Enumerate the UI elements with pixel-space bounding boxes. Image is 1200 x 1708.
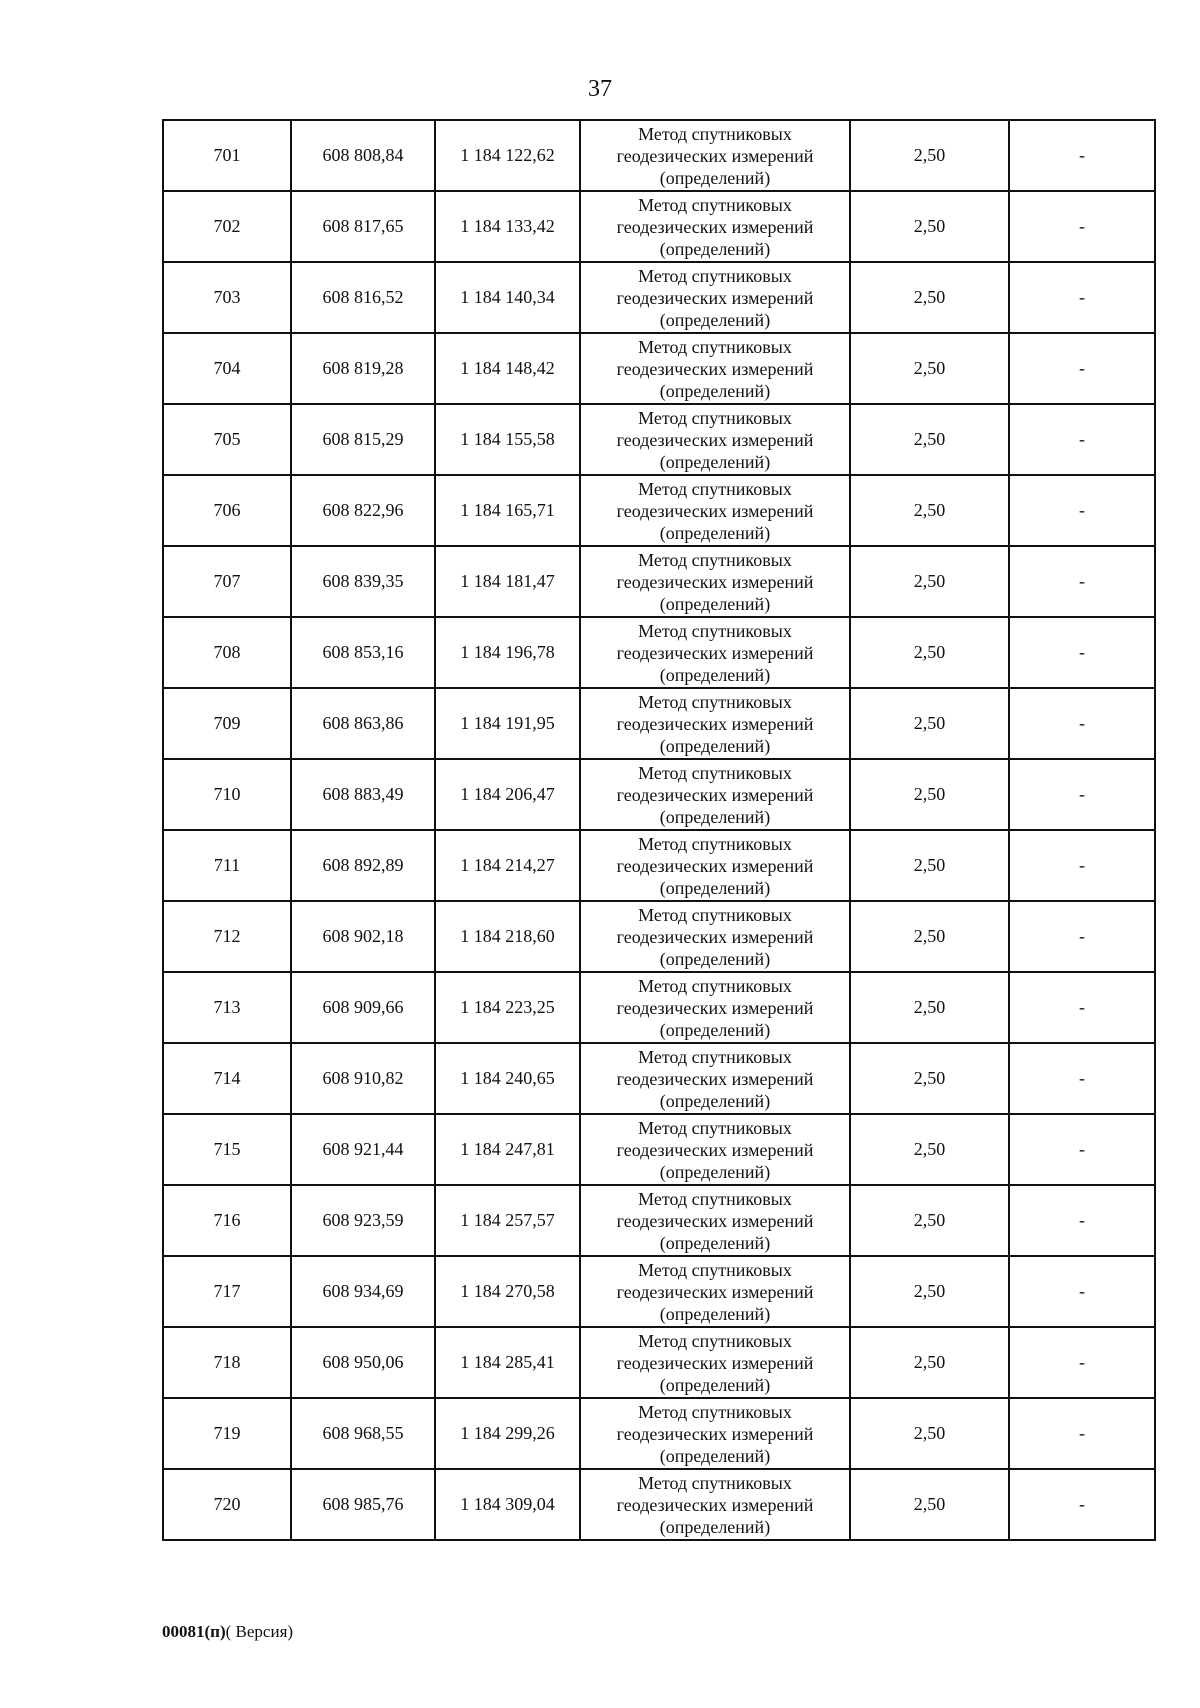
description-cell: - [1009,1398,1155,1469]
accuracy-cell: 2,50 [850,1398,1009,1469]
x-coordinate-cell: 608 853,16 [291,617,435,688]
method-line: геодезических измерений [616,1210,814,1231]
x-coordinate-cell: 608 892,89 [291,830,435,901]
method-cell [580,1256,850,1327]
x-coordinate-cell: 608 950,06 [291,1327,435,1398]
method-line: геодезических измерений [616,713,814,734]
method-line: геодезических измерений [616,500,814,521]
x-coordinate-cell: 608 883,49 [291,759,435,830]
method-line: (определений) [659,380,771,401]
point-number-cell: 719 [163,1398,291,1469]
accuracy-cell: 2,50 [850,688,1009,759]
y-coordinate-cell: 1 184 240,65 [435,1043,580,1114]
accuracy-cell: 2,50 [850,404,1009,475]
y-coordinate-cell: 1 184 133,42 [435,191,580,262]
table-row [163,617,1155,688]
description-cell: - [1009,617,1155,688]
y-coordinate-cell: 1 184 299,26 [435,1398,580,1469]
method-line: Метод спутниковых [638,833,792,854]
accuracy-cell: 2,50 [850,120,1009,191]
point-number-cell: 707 [163,546,291,617]
method-line: геодезических измерений [616,1139,814,1160]
description-cell: - [1009,333,1155,404]
accuracy-cell: 2,50 [850,759,1009,830]
accuracy-cell: 2,50 [850,333,1009,404]
method-line: Метод спутниковых [638,1046,792,1067]
description-cell: - [1009,688,1155,759]
point-number-cell: 704 [163,333,291,404]
y-coordinate-cell: 1 184 247,81 [435,1114,580,1185]
method-line: (определений) [659,1516,771,1537]
y-coordinate-cell: 1 184 206,47 [435,759,580,830]
method-cell [580,1469,850,1540]
method-line: Метод спутниковых [638,123,792,144]
method-line: геодезических измерений [616,1423,814,1444]
method-line: (определений) [659,238,771,259]
table-row [163,759,1155,830]
method-line: (определений) [659,1161,771,1182]
point-number-cell: 711 [163,830,291,901]
y-coordinate-cell: 1 184 155,58 [435,404,580,475]
description-cell: - [1009,262,1155,333]
table-row [163,333,1155,404]
method-cell [580,191,850,262]
point-number-cell: 703 [163,262,291,333]
method-line: Метод спутниковых [638,1117,792,1138]
x-coordinate-cell: 608 902,18 [291,901,435,972]
method-line: (определений) [659,1090,771,1111]
method-line: геодезических измерений [616,1494,814,1515]
method-line: (определений) [659,948,771,969]
method-line: Метод спутниковых [638,1330,792,1351]
method-line: геодезических измерений [616,1068,814,1089]
method-line: (определений) [659,1374,771,1395]
table-row [163,191,1155,262]
point-number-cell: 709 [163,688,291,759]
method-line: Метод спутниковых [638,620,792,641]
method-cell [580,333,850,404]
method-cell [580,688,850,759]
description-cell: - [1009,191,1155,262]
accuracy-cell: 2,50 [850,1114,1009,1185]
accuracy-cell: 2,50 [850,617,1009,688]
method-line: (определений) [659,806,771,827]
method-line: Метод спутниковых [638,265,792,286]
method-cell [580,972,850,1043]
description-cell: - [1009,972,1155,1043]
x-coordinate-cell: 608 985,76 [291,1469,435,1540]
table-row [163,1043,1155,1114]
point-number-cell: 701 [163,120,291,191]
point-number-cell: 702 [163,191,291,262]
method-line: Метод спутниковых [638,1472,792,1493]
y-coordinate-cell: 1 184 270,58 [435,1256,580,1327]
method-line: (определений) [659,1303,771,1324]
point-number-cell: 714 [163,1043,291,1114]
method-line: (определений) [659,1232,771,1253]
x-coordinate-cell: 608 808,84 [291,120,435,191]
x-coordinate-cell: 608 819,28 [291,333,435,404]
accuracy-cell: 2,50 [850,830,1009,901]
method-cell [580,1043,850,1114]
document-code [162,1621,293,1643]
description-cell: - [1009,759,1155,830]
method-line: Метод спутниковых [638,407,792,428]
description-cell: - [1009,1469,1155,1540]
method-line: (определений) [659,664,771,685]
accuracy-cell: 2,50 [850,1185,1009,1256]
description-cell: - [1009,120,1155,191]
y-coordinate-cell: 1 184 191,95 [435,688,580,759]
y-coordinate-cell: 1 184 285,41 [435,1327,580,1398]
y-coordinate-cell: 1 184 140,34 [435,262,580,333]
x-coordinate-cell: 608 923,59 [291,1185,435,1256]
method-line: (определений) [659,877,771,898]
method-line: Метод спутниковых [638,194,792,215]
table-row [163,262,1155,333]
method-line: геодезических измерений [616,287,814,308]
table-row [163,475,1155,546]
method-line: Метод спутниковых [638,1188,792,1209]
document-code-version: ( Версия) [225,1622,294,1641]
method-cell [580,262,850,333]
method-line: Метод спутниковых [638,762,792,783]
table-row [163,120,1155,191]
method-line: геодезических измерений [616,926,814,947]
table-row [163,688,1155,759]
x-coordinate-cell: 608 909,66 [291,972,435,1043]
accuracy-cell: 2,50 [850,1043,1009,1114]
method-cell [580,404,850,475]
method-line: (определений) [659,1019,771,1040]
table-row [163,901,1155,972]
accuracy-cell: 2,50 [850,546,1009,617]
method-cell [580,759,850,830]
y-coordinate-cell: 1 184 165,71 [435,475,580,546]
method-cell [580,830,850,901]
point-number-cell: 710 [163,759,291,830]
method-line: геодезических измерений [616,216,814,237]
x-coordinate-cell: 608 968,55 [291,1398,435,1469]
x-coordinate-cell: 608 910,82 [291,1043,435,1114]
point-number-cell: 718 [163,1327,291,1398]
method-line: геодезических измерений [616,997,814,1018]
method-cell [580,475,850,546]
y-coordinate-cell: 1 184 214,27 [435,830,580,901]
table-row [163,1185,1155,1256]
method-line: Метод спутниковых [638,336,792,357]
table-row [163,830,1155,901]
x-coordinate-cell: 608 815,29 [291,404,435,475]
table-row [163,1114,1155,1185]
point-number-cell: 720 [163,1469,291,1540]
y-coordinate-cell: 1 184 196,78 [435,617,580,688]
point-number-cell: 715 [163,1114,291,1185]
y-coordinate-cell: 1 184 218,60 [435,901,580,972]
method-line: геодезических измерений [616,1352,814,1373]
accuracy-cell: 2,50 [850,1469,1009,1540]
method-line: Метод спутниковых [638,904,792,925]
description-cell: - [1009,1327,1155,1398]
method-line: геодезических измерений [616,642,814,663]
method-line: геодезических измерений [616,1281,814,1302]
page-number: 37 [588,76,612,102]
method-line: Метод спутниковых [638,691,792,712]
method-line: геодезических измерений [616,429,814,450]
table-row [163,1327,1155,1398]
table-row [163,1469,1155,1540]
method-line: геодезических измерений [616,571,814,592]
x-coordinate-cell: 608 863,86 [291,688,435,759]
x-coordinate-cell: 608 816,52 [291,262,435,333]
accuracy-cell: 2,50 [850,262,1009,333]
accuracy-cell: 2,50 [850,191,1009,262]
method-line: (определений) [659,309,771,330]
x-coordinate-cell: 608 817,65 [291,191,435,262]
method-line: геодезических измерений [616,145,814,166]
table-row [163,1256,1155,1327]
description-cell: - [1009,475,1155,546]
method-line: Метод спутниковых [638,1401,792,1422]
coordinates-table [162,119,1156,1541]
method-line: геодезических измерений [616,855,814,876]
description-cell: - [1009,1185,1155,1256]
method-cell [580,546,850,617]
method-line: (определений) [659,451,771,472]
method-line: Метод спутниковых [638,478,792,499]
point-number-cell: 717 [163,1256,291,1327]
point-number-cell: 706 [163,475,291,546]
point-number-cell: 705 [163,404,291,475]
method-line: (определений) [659,522,771,543]
table-row [163,1398,1155,1469]
x-coordinate-cell: 608 921,44 [291,1114,435,1185]
y-coordinate-cell: 1 184 181,47 [435,546,580,617]
method-cell [580,1398,850,1469]
table-row [163,404,1155,475]
method-line: Метод спутниковых [638,975,792,996]
description-cell: - [1009,901,1155,972]
method-line: Метод спутниковых [638,549,792,570]
y-coordinate-cell: 1 184 122,62 [435,120,580,191]
table-row [163,546,1155,617]
document-code-number: 00081(п) [162,1622,226,1641]
method-cell [580,617,850,688]
method-line: (определений) [659,1445,771,1466]
point-number-cell: 716 [163,1185,291,1256]
method-line: Метод спутниковых [638,1259,792,1280]
coordinates-table-body [163,120,1155,1540]
method-line: (определений) [659,735,771,756]
y-coordinate-cell: 1 184 148,42 [435,333,580,404]
accuracy-cell: 2,50 [850,475,1009,546]
description-cell: - [1009,1114,1155,1185]
x-coordinate-cell: 608 822,96 [291,475,435,546]
x-coordinate-cell: 608 934,69 [291,1256,435,1327]
method-line: (определений) [659,593,771,614]
point-number-cell: 708 [163,617,291,688]
method-cell [580,120,850,191]
y-coordinate-cell: 1 184 223,25 [435,972,580,1043]
method-line: геодезических измерений [616,358,814,379]
method-cell [580,1114,850,1185]
accuracy-cell: 2,50 [850,972,1009,1043]
point-number-cell: 712 [163,901,291,972]
description-cell: - [1009,1256,1155,1327]
description-cell: - [1009,404,1155,475]
accuracy-cell: 2,50 [850,1327,1009,1398]
description-cell: - [1009,546,1155,617]
description-cell: - [1009,830,1155,901]
point-number-cell: 713 [163,972,291,1043]
y-coordinate-cell: 1 184 257,57 [435,1185,580,1256]
method-cell [580,901,850,972]
table-row [163,972,1155,1043]
description-cell: - [1009,1043,1155,1114]
method-line: геодезических измерений [616,784,814,805]
x-coordinate-cell: 608 839,35 [291,546,435,617]
method-cell [580,1185,850,1256]
accuracy-cell: 2,50 [850,1256,1009,1327]
method-line: (определений) [659,167,771,188]
method-cell [580,1327,850,1398]
y-coordinate-cell: 1 184 309,04 [435,1469,580,1540]
accuracy-cell: 2,50 [850,901,1009,972]
